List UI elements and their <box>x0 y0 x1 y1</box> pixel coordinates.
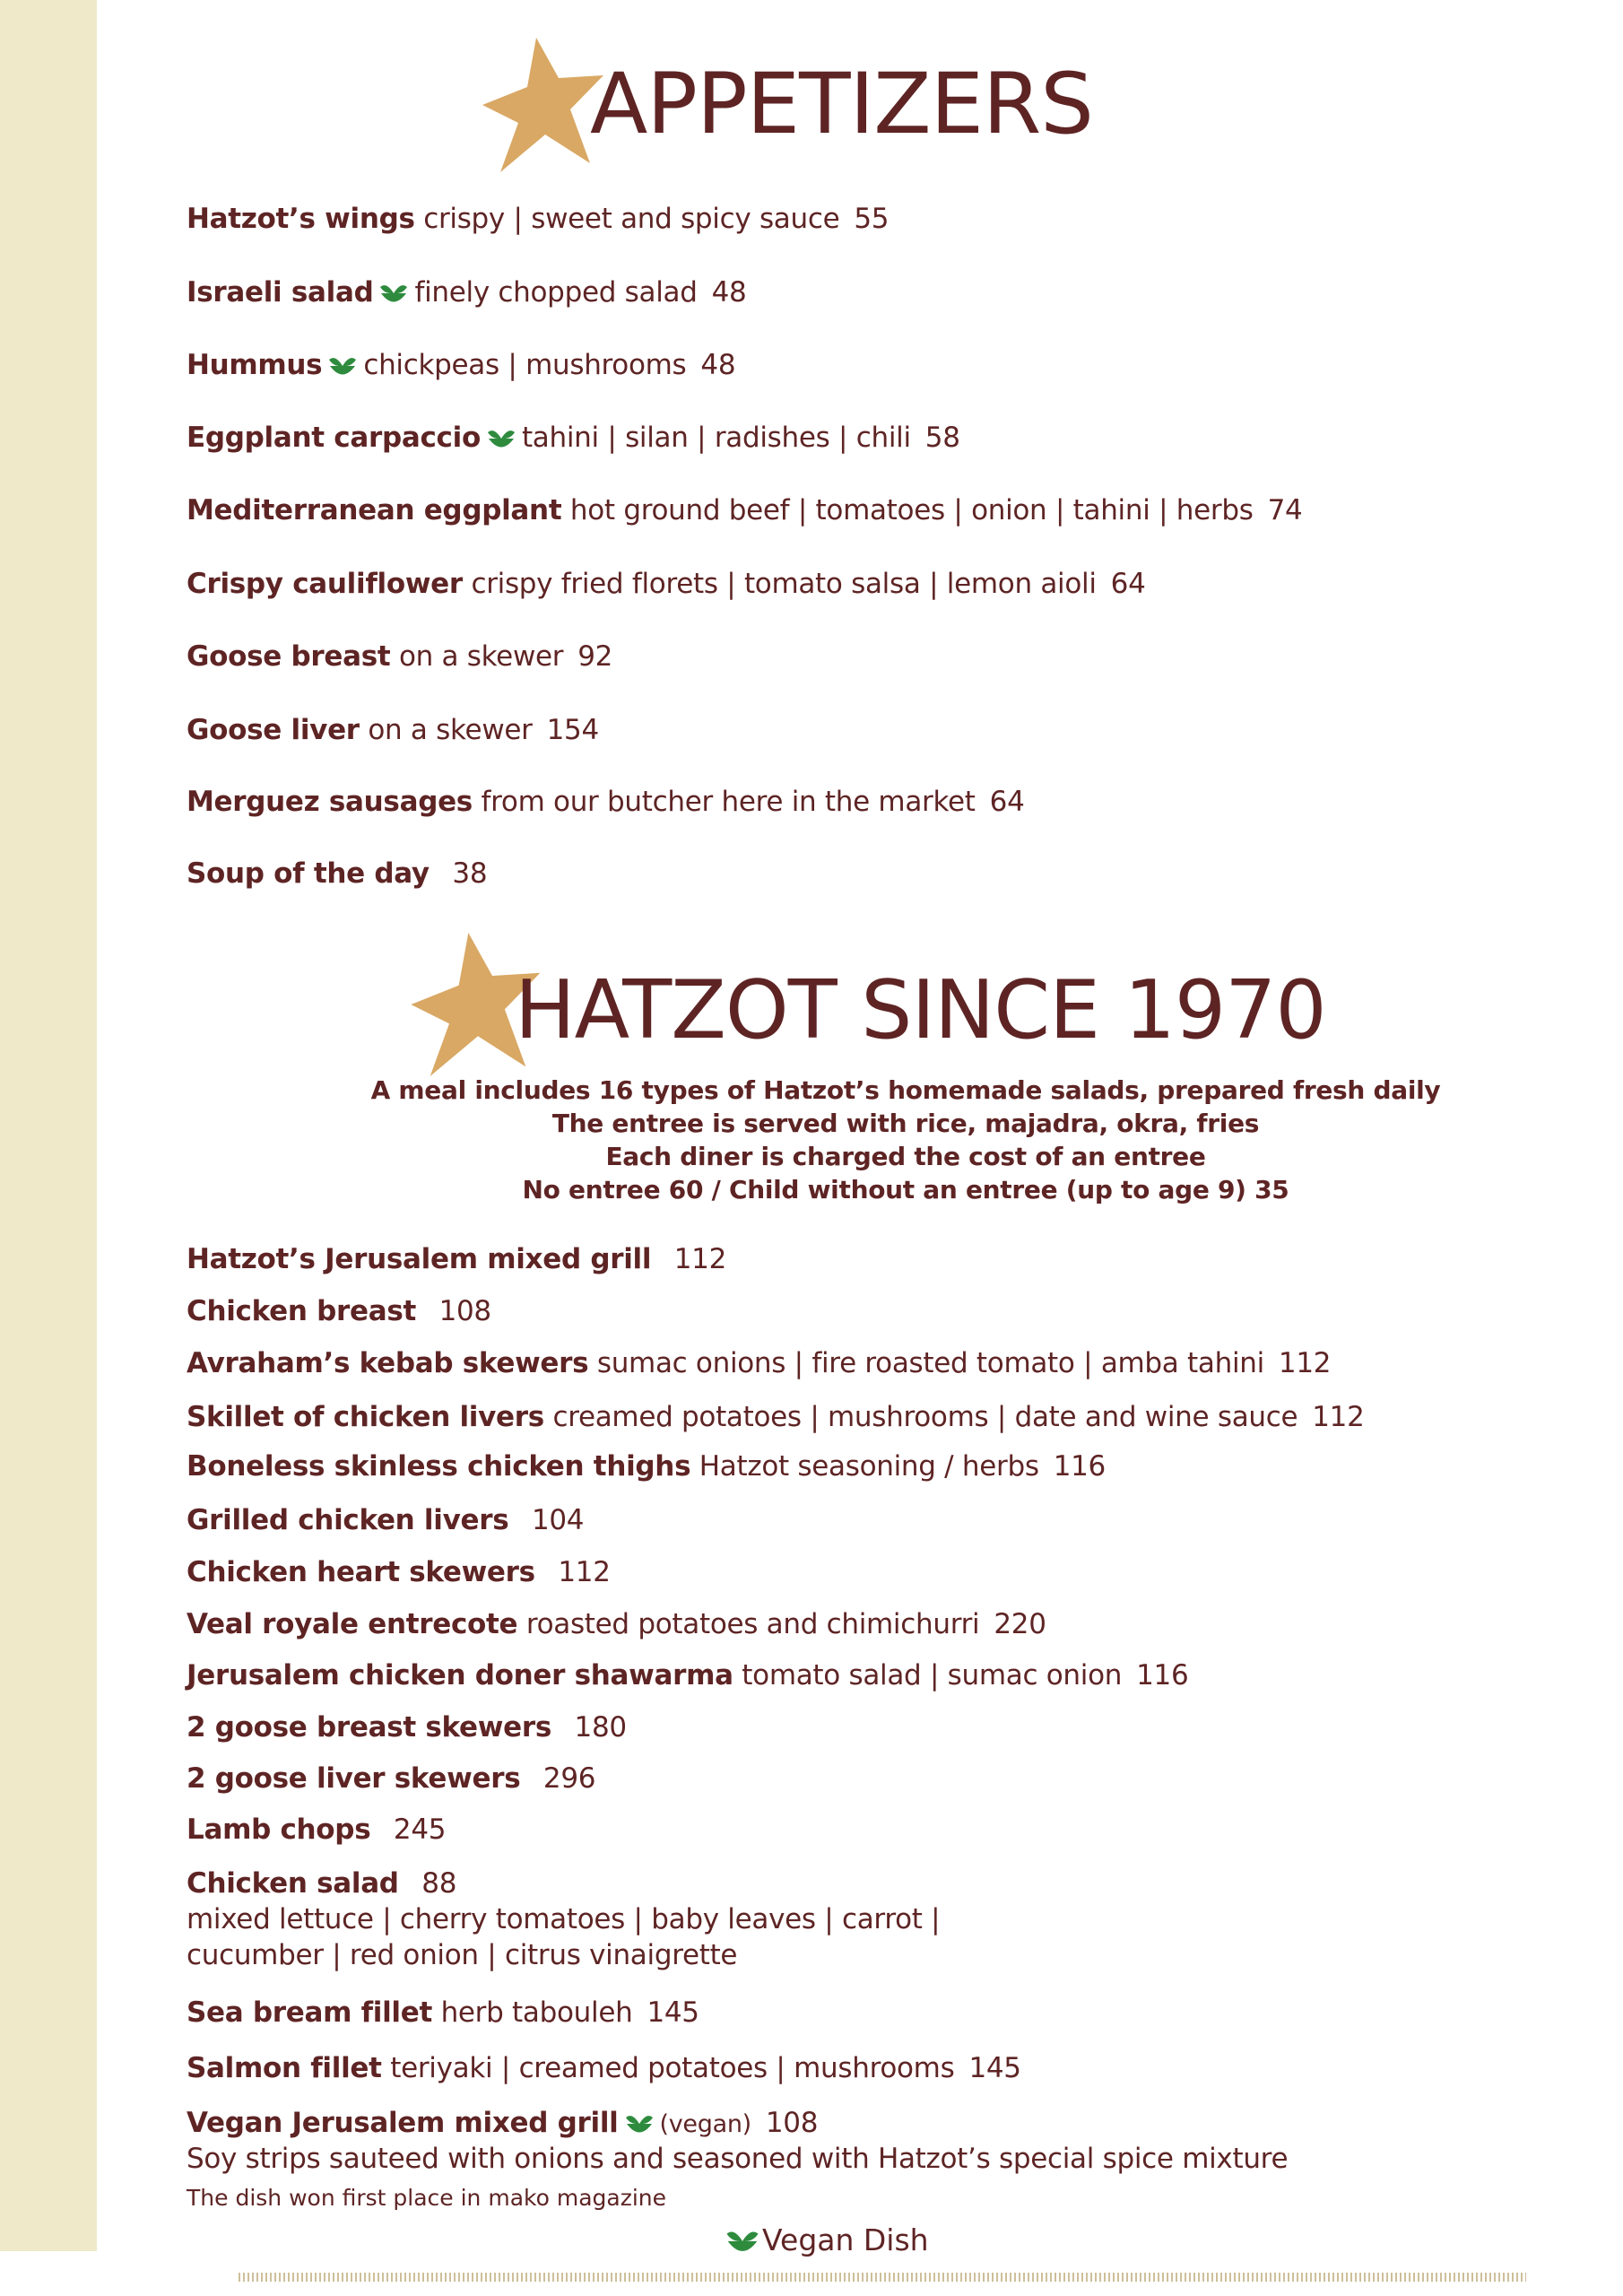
dish-price: 92 <box>577 640 613 673</box>
bottom-divider <box>239 2273 1526 2282</box>
dish-description: tomato salad | sumac onion <box>742 1659 1123 1692</box>
dish-description: on a skewer <box>398 640 564 673</box>
leaf-bowl-icon <box>481 422 522 454</box>
dish-price: 58 <box>924 422 960 454</box>
dish-price: 296 <box>542 1762 596 1795</box>
dish-price: 64 <box>989 786 1025 818</box>
dish-price: 220 <box>994 1608 1046 1640</box>
dish-name: Soup of the day <box>187 857 430 890</box>
dish-name: Eggplant carpaccio <box>187 422 481 454</box>
menu-item <box>187 1659 1188 1692</box>
dish-price: 154 <box>546 714 599 746</box>
intro-line: Each diner is charged the cost of an entree <box>605 1142 1206 1171</box>
dish-price: 245 <box>393 1813 447 1846</box>
dish-name: Sea bream fillet <box>187 1996 432 2029</box>
menu-item <box>187 349 735 381</box>
dish-price: 55 <box>854 203 890 235</box>
menu-item <box>187 203 889 235</box>
award-footnote: The dish won first place in mako magazine <box>187 2185 667 2211</box>
dish-price: 88 <box>421 1867 457 1900</box>
dish-price: 74 <box>1267 494 1303 526</box>
menu-item <box>187 1243 726 1275</box>
star-icon <box>482 38 608 172</box>
dish-description: creamed potatoes | mushrooms | date and wine sauce <box>552 1401 1298 1433</box>
leaf-bowl-icon <box>373 276 414 309</box>
dish-name: Grilled chicken livers <box>187 1504 509 1536</box>
dish-name: Chicken breast <box>187 1295 416 1327</box>
menu-item <box>187 1867 456 1900</box>
dish-name: Avraham’s kebab skewers <box>187 1347 589 1379</box>
menu-item <box>187 1556 611 1588</box>
menu-item <box>187 494 1302 526</box>
dish-description: herb tabouleh <box>440 1996 633 2029</box>
menu-item <box>187 1295 491 1327</box>
menu-item <box>187 422 960 454</box>
dish-detail-line: cucumber | red onion | citrus vinaigrette <box>187 1939 738 1971</box>
menu-item <box>187 640 612 673</box>
dish-price: 180 <box>574 1711 627 1744</box>
menu-item <box>187 276 746 309</box>
dish-name: Vegan Jerusalem mixed grill <box>187 2107 619 2139</box>
dish-description: tahini | silan | radishes | chili <box>521 422 911 454</box>
dish-description: chickpeas | mushrooms <box>363 349 687 381</box>
dish-description: teriyaki | creamed potatoes | mushrooms <box>390 2052 955 2084</box>
dish-name: Chicken salad <box>187 1867 399 1900</box>
hatzot-title: HATZOT SINCE 1970 <box>515 963 1326 1057</box>
intro-line: No entree 60 / Child without an entree (up to age 9) 35 <box>522 1175 1289 1205</box>
menu-item <box>187 1401 1365 1433</box>
dish-description: Hatzot seasoning / herbs <box>699 1450 1039 1483</box>
meal-intro <box>341 1074 1471 1206</box>
menu-item <box>187 1608 1046 1640</box>
dish-description: sumac onions | fire roasted tomato | amba tahini <box>596 1347 1264 1379</box>
dish-name: Mediterranean eggplant <box>187 494 562 526</box>
menu-item <box>187 1450 1106 1483</box>
dish-price: 112 <box>1312 1401 1365 1433</box>
dish-name: Skillet of chicken livers <box>187 1401 544 1433</box>
dish-name: Goose breast <box>187 640 391 673</box>
dish-description: crispy | sweet and spicy sauce <box>423 203 840 235</box>
dish-name: Lamb chops <box>187 1813 371 1846</box>
dish-price: 112 <box>558 1556 611 1588</box>
leaf-bowl-icon <box>619 2107 660 2139</box>
dish-name: Hatzot’s wings <box>187 203 415 235</box>
menu-item <box>187 568 1146 600</box>
leaf-bowl-icon <box>725 2230 760 2255</box>
menu-item <box>187 786 1025 818</box>
menu-item <box>187 714 599 746</box>
dish-price: 108 <box>765 2107 819 2139</box>
dish-description: crispy fried florets | tomato salsa | lemon aioli <box>471 568 1097 600</box>
menu-item <box>187 1504 584 1536</box>
dish-name: Salmon fillet <box>187 2052 382 2084</box>
menu-item <box>187 2107 818 2139</box>
dish-description: hot ground beef | tomatoes | onion | tahini | herbs <box>569 494 1254 526</box>
dish-name: Goose liver <box>187 714 360 746</box>
appetizers-title: APPETIZERS <box>590 56 1093 153</box>
dish-detail-line: mixed lettuce | cherry tomatoes | baby leaves | carrot | <box>187 1903 941 1935</box>
dish-name: Jerusalem chicken doner shawarma <box>187 1659 733 1692</box>
dish-price: 112 <box>1278 1347 1332 1379</box>
dish-price: 104 <box>531 1504 585 1536</box>
dish-name: Israeli salad <box>187 276 374 309</box>
menu-item <box>187 1996 699 2029</box>
dish-name: Chicken heart skewers <box>187 1556 535 1588</box>
menu-item <box>187 1711 627 1744</box>
dish-price: 112 <box>673 1243 727 1275</box>
menu-item <box>187 2052 1021 2084</box>
vegan-tag: (vegan) <box>659 2110 751 2138</box>
menu-item <box>187 1813 446 1846</box>
dish-name: 2 goose breast skewers <box>187 1711 551 1744</box>
dish-name: Boneless skinless chicken thighs <box>187 1450 691 1483</box>
dish-name: Hummus <box>187 349 323 381</box>
left-decorative-band <box>0 0 97 2251</box>
dish-price: 38 <box>452 857 488 890</box>
dish-price: 108 <box>438 1295 491 1327</box>
dish-price: 48 <box>700 349 736 381</box>
dish-price: 116 <box>1136 1659 1189 1692</box>
dish-name: Crispy cauliflower <box>187 568 463 600</box>
dish-name: Veal royale entrecote <box>187 1608 518 1640</box>
dish-price: 116 <box>1053 1450 1106 1483</box>
menu-item <box>187 1762 595 1795</box>
dish-detail-line: Soy strips sauteed with onions and seasoned with Hatzot’s special spice mixture <box>187 2143 1289 2175</box>
dish-name: Hatzot’s Jerusalem mixed grill <box>187 1243 652 1275</box>
dish-name: Merguez sausages <box>187 786 473 818</box>
legend-label: Vegan Dish <box>762 2222 929 2257</box>
vegan-legend <box>725 2222 929 2257</box>
leaf-bowl-icon <box>322 349 363 381</box>
dish-price: 64 <box>1110 568 1146 600</box>
dish-price: 145 <box>968 2052 1021 2084</box>
menu-item <box>187 1347 1331 1379</box>
dish-name: 2 goose liver skewers <box>187 1762 521 1795</box>
intro-line: A meal includes 16 types of Hatzot’s homemade salads, prepared fresh daily <box>370 1075 1441 1105</box>
dish-description: from our butcher here in the market <box>481 786 976 818</box>
dish-price: 48 <box>711 276 747 309</box>
dish-price: 145 <box>647 1996 699 2029</box>
dish-description: on a skewer <box>368 714 533 746</box>
dish-description: finely chopped salad <box>414 276 698 309</box>
dish-description: roasted potatoes and chimichurri <box>525 1608 980 1640</box>
intro-line: The entree is served with rice, majadra, okra, fries <box>551 1109 1260 1138</box>
menu-item <box>187 857 487 890</box>
